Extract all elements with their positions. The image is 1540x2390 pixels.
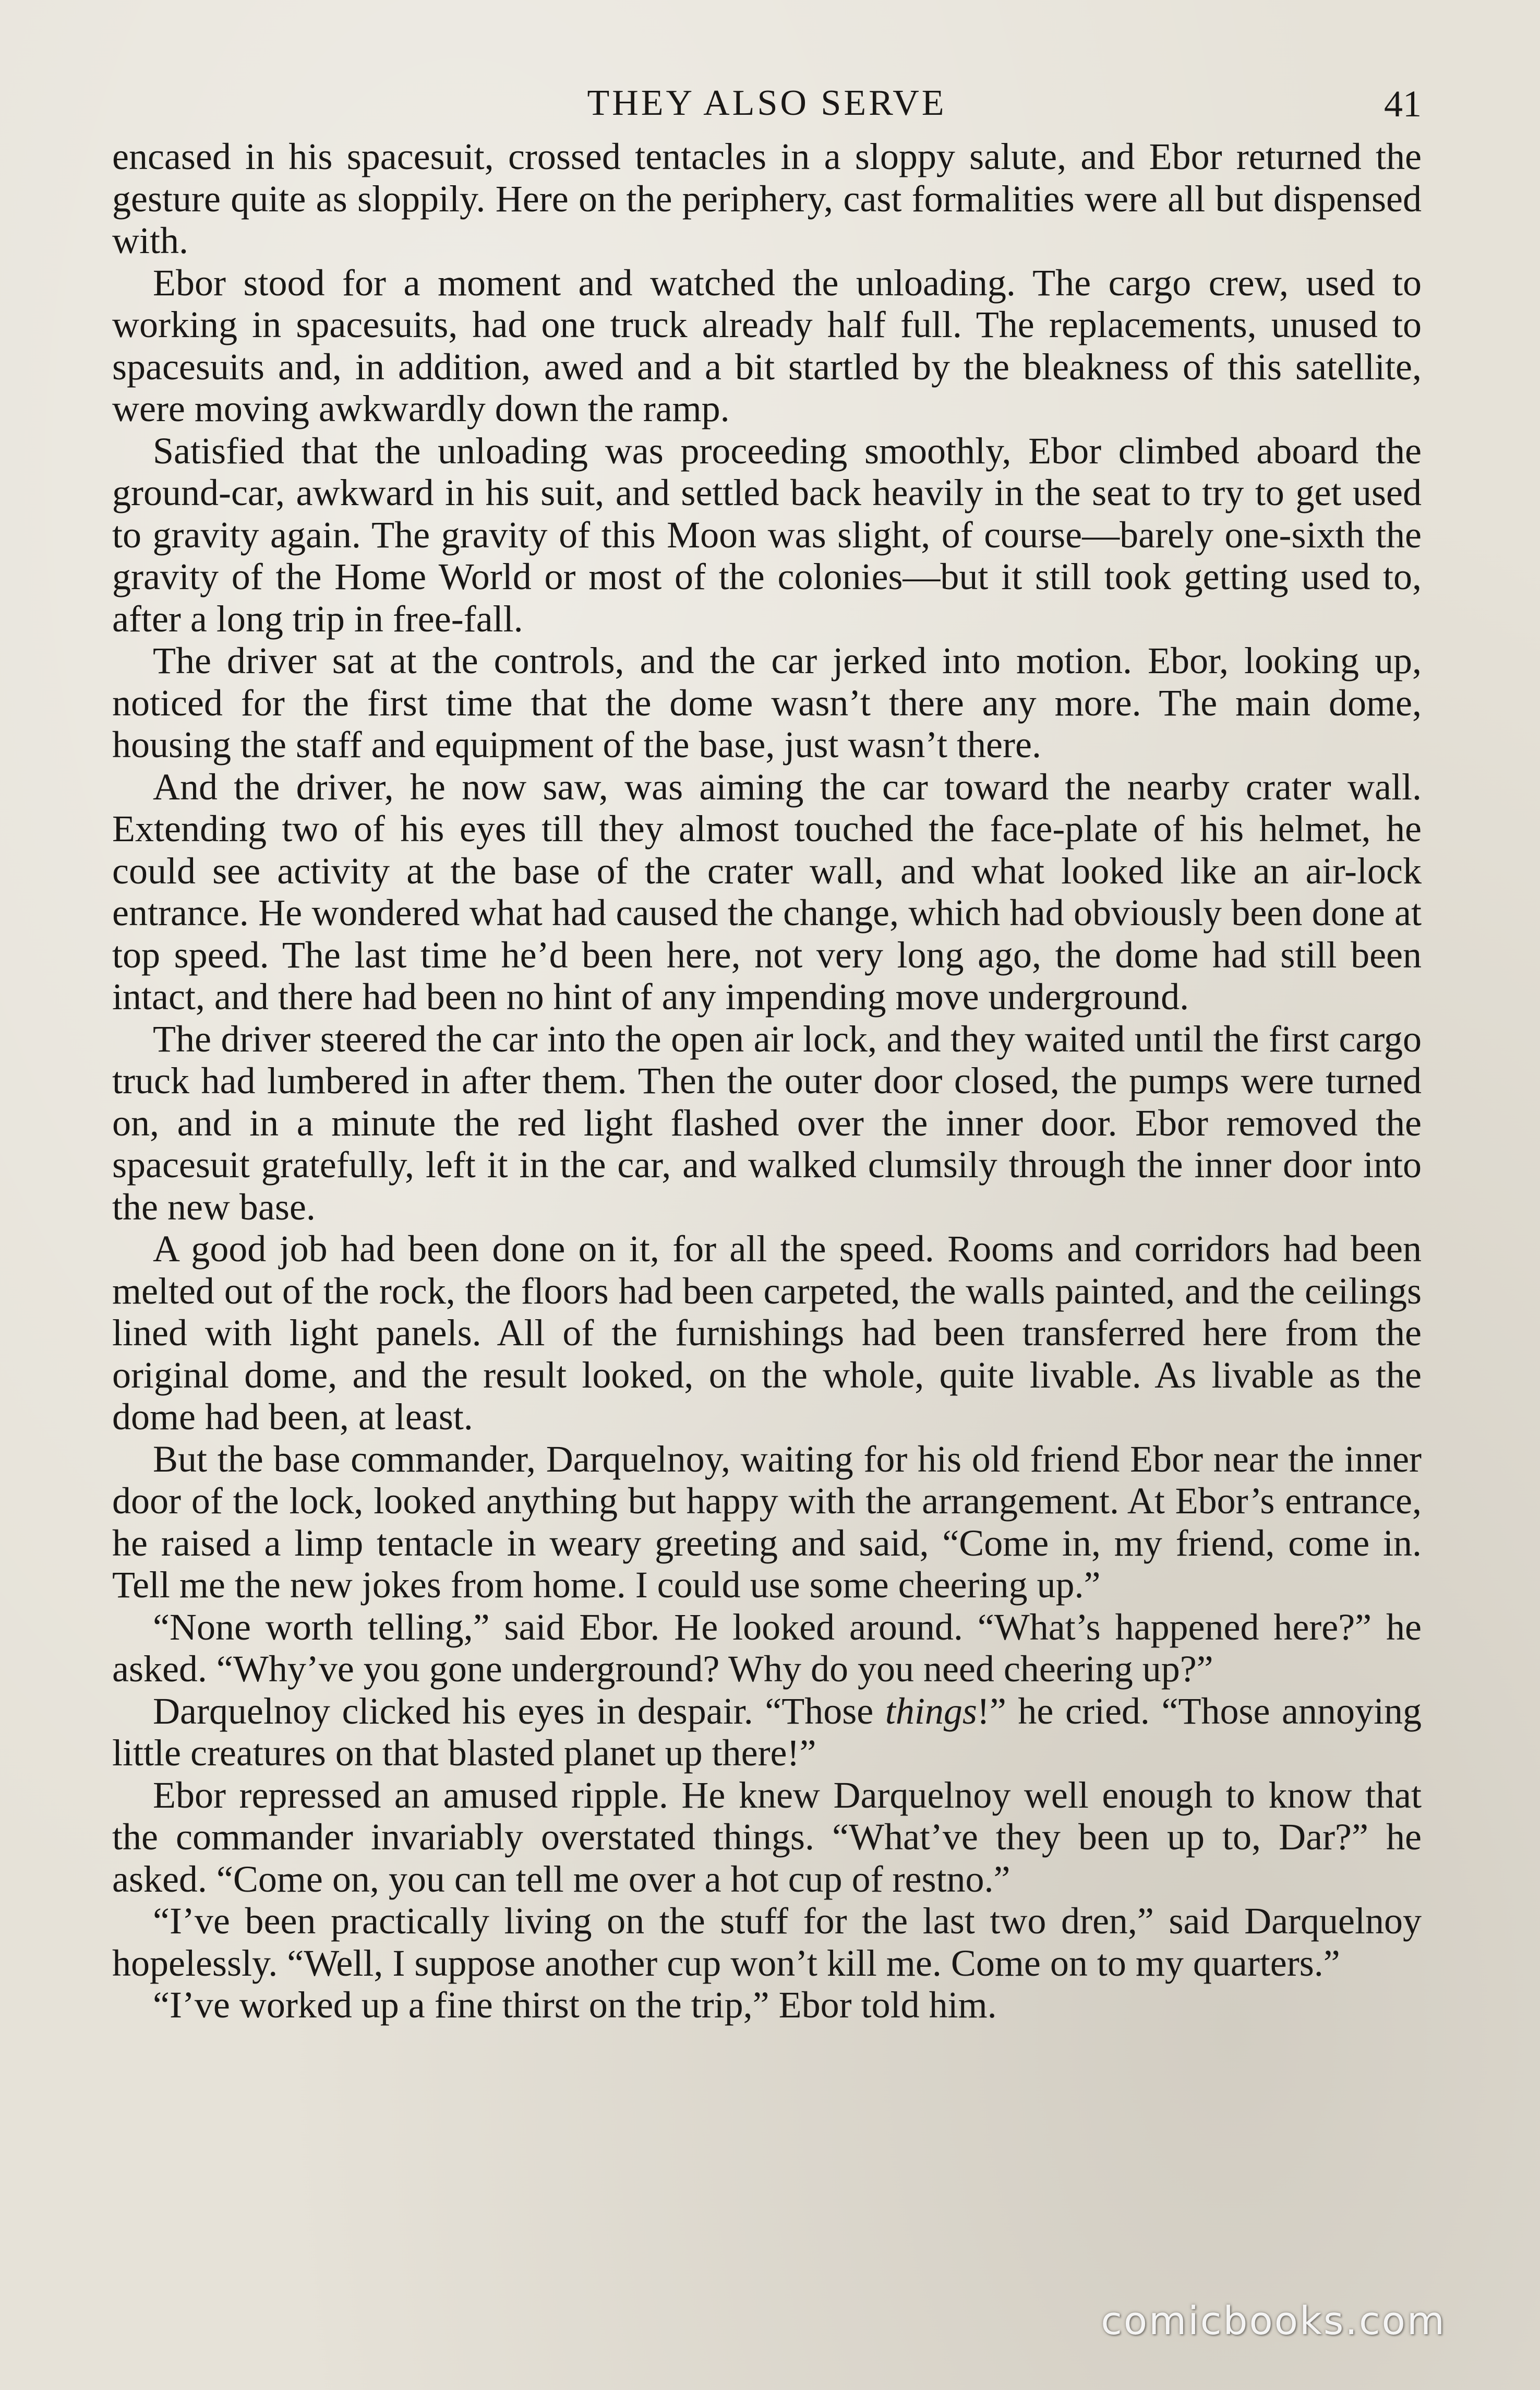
- paragraph-text-after: !” he cried. “Those annoying little creatures on that blasted planet up there!”: [112, 1690, 1422, 1774]
- paragraph: “I’ve been practically living on the stuff for the last two dren,” said Darquelnoy hopelessly. “Well, I suppose another cup won’t kill me. Come on to my quarters.”: [112, 1900, 1422, 1984]
- paragraph: “None worth telling,” said Ebor. He looked around. “What’s happened here?” he asked. “Why’ve you gone underground? Why do you need cheering up?”: [112, 1606, 1422, 1690]
- paragraph: Ebor stood for a moment and watched the unloading. The cargo crew, used to working in spacesuits, had one truck already half full. The replacements, unused to spacesuits and, in addition, awed and a bit startled by the bleakness of this satellite, were moving awkwardly down the ramp.: [112, 261, 1422, 429]
- paragraph: “I’ve worked up a fine thirst on the trip,” Ebor told him.: [153, 1984, 997, 2026]
- paragraph: [112, 1690, 1422, 1774]
- running-head: [112, 78, 1422, 136]
- page-number: 41: [1384, 83, 1422, 125]
- running-title: THEY ALSO SERVE: [587, 83, 947, 123]
- book-page: [112, 78, 1422, 2270]
- paragraph: The driver sat at the controls, and the car jerked into motion. Ebor, looking up, noticed for the first time that the dome wasn’t there any more. The main dome, housing the staff and equipment of the base, just wasn’t there.: [112, 640, 1422, 766]
- paragraph: encased in his spacesuit, crossed tentacles in a sloppy salute, and Ebor returned the gesture quite as sloppily. Here on the periphery, cast formalities were all but dispensed with.: [112, 136, 1422, 261]
- paragraph: Satisfied that the unloading was proceeding smoothly, Ebor climbed aboard the ground-car, awkward in his suit, and settled back heavily in the seat to try to get used to gravity again. The gravity of this Moon was slight, of course—barely one-sixth the gravity of the Home World or most of the colonies—but it still took getting used to, after a long trip in free-fall.: [112, 429, 1422, 640]
- paragraph: But the base commander, Darquelnoy, waiting for his old friend Ebor near the inner door of the lock, looked anything but happy with the arrangement. At Ebor’s entrance, he raised a limp tentacle in weary greeting and said, “Come in, my friend, come in. Tell me the new jokes from home. I could use some cheering up.”: [112, 1438, 1422, 1606]
- watermark: comicbooks.com: [1101, 2299, 1446, 2344]
- paragraph: The driver steered the car into the open air lock, and they waited until the first cargo truck had lumbered in after them. Then the outer door closed, the pumps were turned on, and in a minute the red light flashed over the inner door. Ebor removed the spacesuit gratefully, left it in the car, and walked clumsily through the inner door into the new base.: [112, 1018, 1422, 1228]
- paragraph-text-before: Darquelnoy clicked his eyes in despair. “Those: [153, 1690, 885, 1732]
- paragraph: Ebor repressed an amused ripple. He knew Darquelnoy well enough to know that the commander invariably overstated things. “What’ve they been up to, Dar?” he asked. “Come on, you can tell me over a hot cup of restno.”: [112, 1774, 1422, 1900]
- body-text: [112, 136, 1422, 2026]
- paragraph: A good job had been done on it, for all the speed. Rooms and corridors had been melted out of the rock, the floors had been carpeted, the walls painted, and the ceilings lined with light panels. All of the furnishings had been transferred here from the original dome, and the result looked, on the whole, quite livable. As livable as the dome had been, at least.: [112, 1228, 1422, 1438]
- paragraph: And the driver, he now saw, was aiming the car toward the nearby crater wall. Extending two of his eyes till they almost touched the face-plate of his helmet, he could see activity at the base of the crater wall, and what looked like an air-lock entrance. He wondered what had caused the change, which had obviously been done at top speed. The last time he’d been here, not very long ago, the dome had still been intact, and there had been no hint of any impending move underground.: [112, 766, 1422, 1018]
- emphasis: things: [885, 1690, 977, 1732]
